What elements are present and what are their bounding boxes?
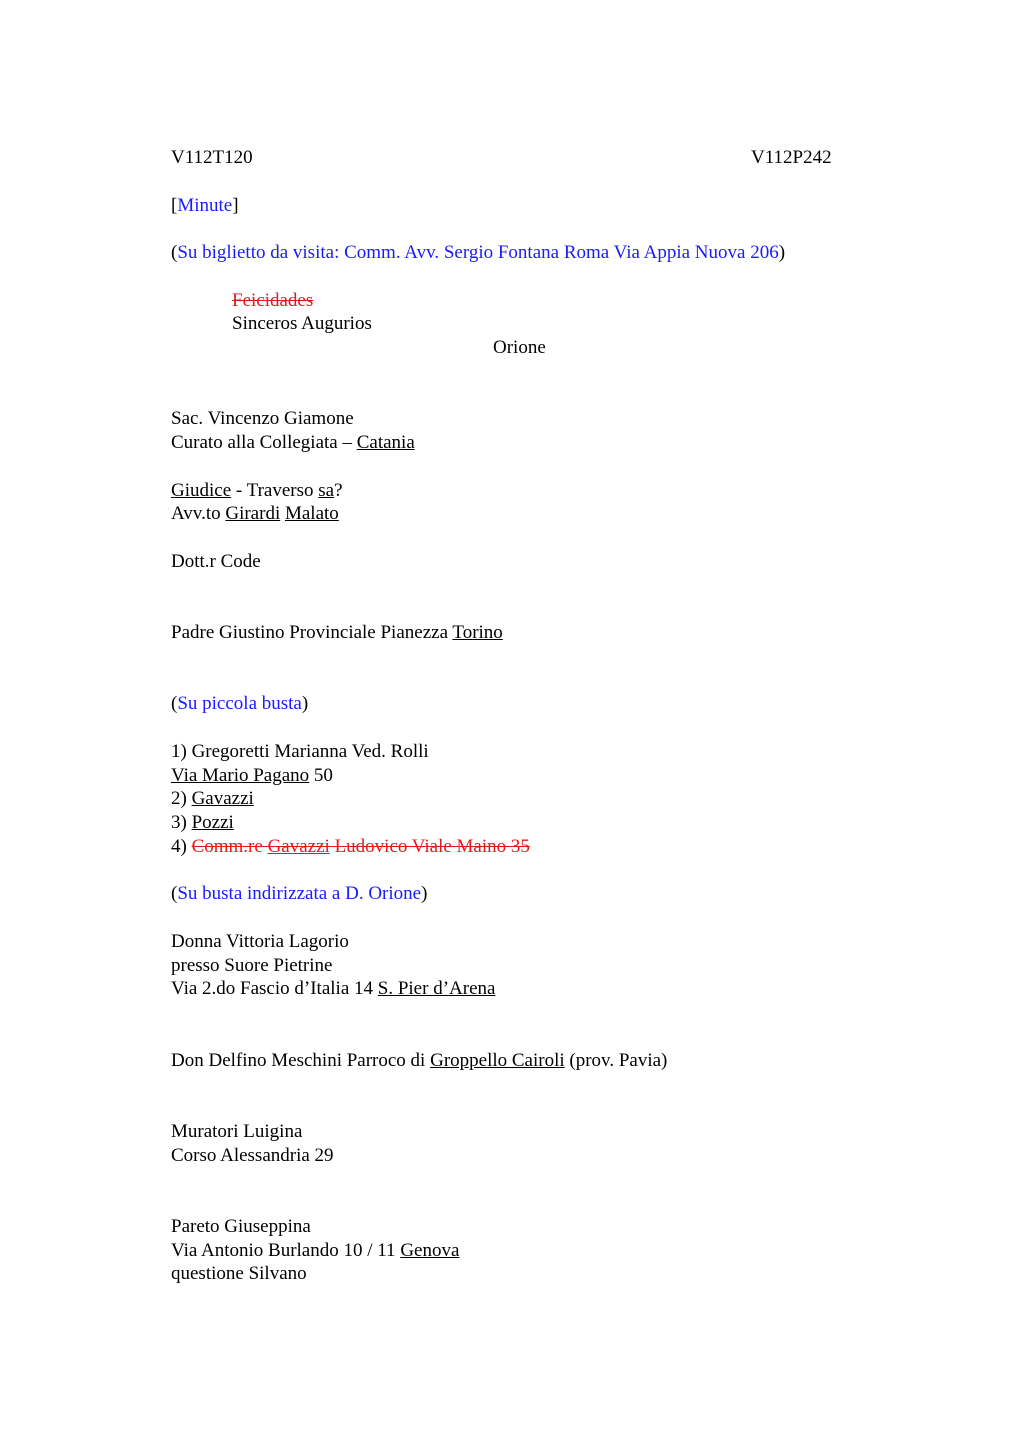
lagorio-city: S. Pier d’Arena <box>377 978 496 999</box>
meschini-line <box>171 1049 667 1073</box>
giudice-question: ? <box>334 480 343 501</box>
bracket-close: ] <box>232 195 239 216</box>
greeting: Sinceros Augurios <box>232 313 372 334</box>
meschini-text: Don Delfino Meschini Parroco di <box>171 1050 431 1071</box>
giudice-sa: sa <box>318 480 335 501</box>
header-left-code: V112T120 <box>171 147 253 168</box>
giudice-mid: - Traverso <box>231 480 319 501</box>
meschini-suffix: (prov. Pavia) <box>564 1050 668 1071</box>
giudice-name: Giudice <box>171 480 232 501</box>
meschini-place: Groppello Cairoli <box>430 1050 565 1071</box>
malato: Malato <box>284 503 339 524</box>
lagorio-line2: presso Suore Pietrine <box>171 955 333 976</box>
visiting-card-note <box>171 241 785 265</box>
pareto-name: Pareto Giuseppina <box>171 1216 311 1237</box>
lagorio-address <box>171 977 495 1001</box>
lagorio-street: Via 2.do Fascio d’Italia 14 <box>171 978 378 999</box>
struck-word <box>232 289 313 313</box>
giustino-text: Padre Giustino Provinciale Pianezza <box>171 622 453 643</box>
paren-close: ) <box>778 242 786 263</box>
minute-label <box>171 194 239 218</box>
muratori-name: Muratori Luigina <box>171 1121 303 1142</box>
girardi: Girardi <box>225 503 281 524</box>
paren-close: ) <box>301 693 309 714</box>
item2-num: 2) <box>171 788 192 809</box>
bracket-open: [ <box>171 195 178 216</box>
giudice-line <box>171 479 343 503</box>
giustino-city: Torino <box>452 622 503 643</box>
giamone-role-text: Curato alla Collegiata – <box>171 432 357 453</box>
orione-envelope-note <box>171 882 427 906</box>
item3-num: 3) <box>171 812 192 833</box>
paren-open: ( <box>171 883 178 904</box>
lagorio-name: Donna Vittoria Lagorio <box>171 931 349 952</box>
small-envelope-note <box>171 692 308 716</box>
list-item-3 <box>171 811 234 835</box>
giustino-line <box>171 621 503 645</box>
orione-envelope-text: Su busta indirizzata a D. Orione <box>177 883 422 904</box>
item3-name: Pozzi <box>191 812 234 833</box>
giamone-city: Catania <box>356 432 415 453</box>
avv-prefix: Avv.to <box>171 503 226 524</box>
list-item-1-address <box>171 764 333 788</box>
pareto-address <box>171 1239 459 1263</box>
item1-street: Via Mario Pagano <box>171 765 310 786</box>
minute-text: Minute <box>177 195 233 216</box>
item2-name: Gavazzi <box>191 788 254 809</box>
item1-number: 50 <box>309 765 333 786</box>
pareto-note: questione Silvano <box>171 1263 307 1284</box>
signature: Orione <box>493 337 546 358</box>
feicidades-struck: Feicidades <box>232 290 314 311</box>
avv-line <box>171 502 339 526</box>
header-right-code: V112P242 <box>751 147 832 168</box>
list-item-1: 1) Gregoretti Marianna Ved. Rolli <box>171 741 429 762</box>
item4-gavazzi-struck: Gavazzi <box>267 836 330 857</box>
small-envelope-text: Su piccola busta <box>177 693 302 714</box>
giamone-name: Sac. Vincenzo Giamone <box>171 408 354 429</box>
pareto-city: Genova <box>400 1240 460 1261</box>
list-item-2 <box>171 787 254 811</box>
paren-close: ) <box>421 883 428 904</box>
item4-comm-struck: Comm.re <box>191 836 263 857</box>
pareto-street: Via Antonio Burlando 10 / 11 <box>171 1240 401 1261</box>
visiting-card-text: Su biglietto da visita: Comm. Avv. Sergio Fontana Roma Via Appia Nuova 206 <box>177 242 779 263</box>
item4-address-struck: Ludovico Viale Maino 35 <box>334 836 530 857</box>
code-line: Dott.r Code <box>171 551 261 572</box>
muratori-address: Corso Alessandria 29 <box>171 1145 334 1166</box>
list-item-4 <box>171 835 530 859</box>
item4-num: 4) <box>171 836 192 857</box>
giamone-role <box>171 431 415 455</box>
paren-open: ( <box>171 242 178 263</box>
paren-open: ( <box>171 693 178 714</box>
